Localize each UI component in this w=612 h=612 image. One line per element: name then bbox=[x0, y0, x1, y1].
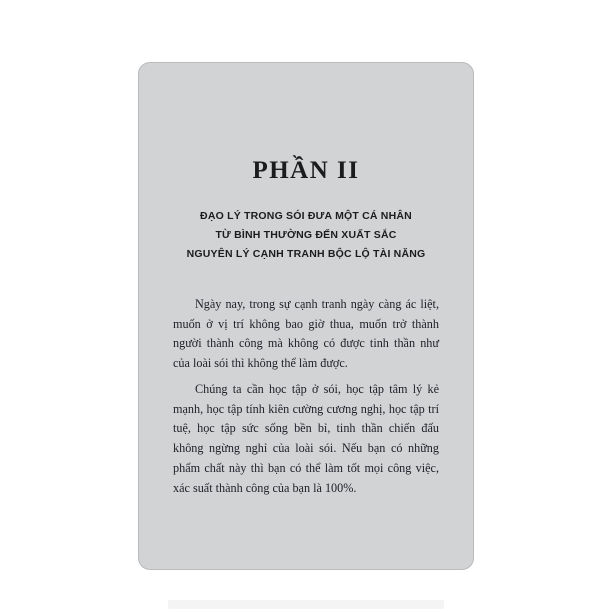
body-paragraph-2: Chúng ta cần học tập ở sói, học tập tâm lý kẻ mạnh, học tập tính kiên cường cương nghị, học tập trí tuệ, học tập sức sống bền bỉ, tinh thần chiến đấu không ngừng nghỉ của loài sói. Nếu bạn có những phẩm chất này thì bạn có thể làm tốt mọi công việc, xác suất thành công của bạn là 100%. bbox=[173, 381, 439, 495]
bottom-edge-artifact bbox=[168, 600, 444, 609]
body-text bbox=[173, 295, 439, 499]
subtitle-block bbox=[173, 207, 439, 265]
book-page bbox=[138, 62, 474, 570]
subtitle-line-1: ĐẠO LÝ TRONG SÓI ĐƯA MỘT CÁ NHÂN bbox=[200, 209, 412, 222]
page-title: PHẦN II bbox=[252, 157, 360, 184]
subtitle-line-2: TỪ BÌNH THƯỜNG ĐẾN XUẤT SẮC bbox=[215, 228, 397, 241]
body-paragraph-1: Ngày nay, trong sự cạnh tranh ngày càng ác liệt, muốn ở vị trí không bao giờ thua, muốn trở thành người thành công mà không có được tinh thần như của loài sói thì không thể làm được. bbox=[173, 296, 439, 371]
subtitle-line-3: NGUYÊN LÝ CẠNH TRANH BỘC LỘ TÀI NĂNG bbox=[186, 248, 426, 261]
